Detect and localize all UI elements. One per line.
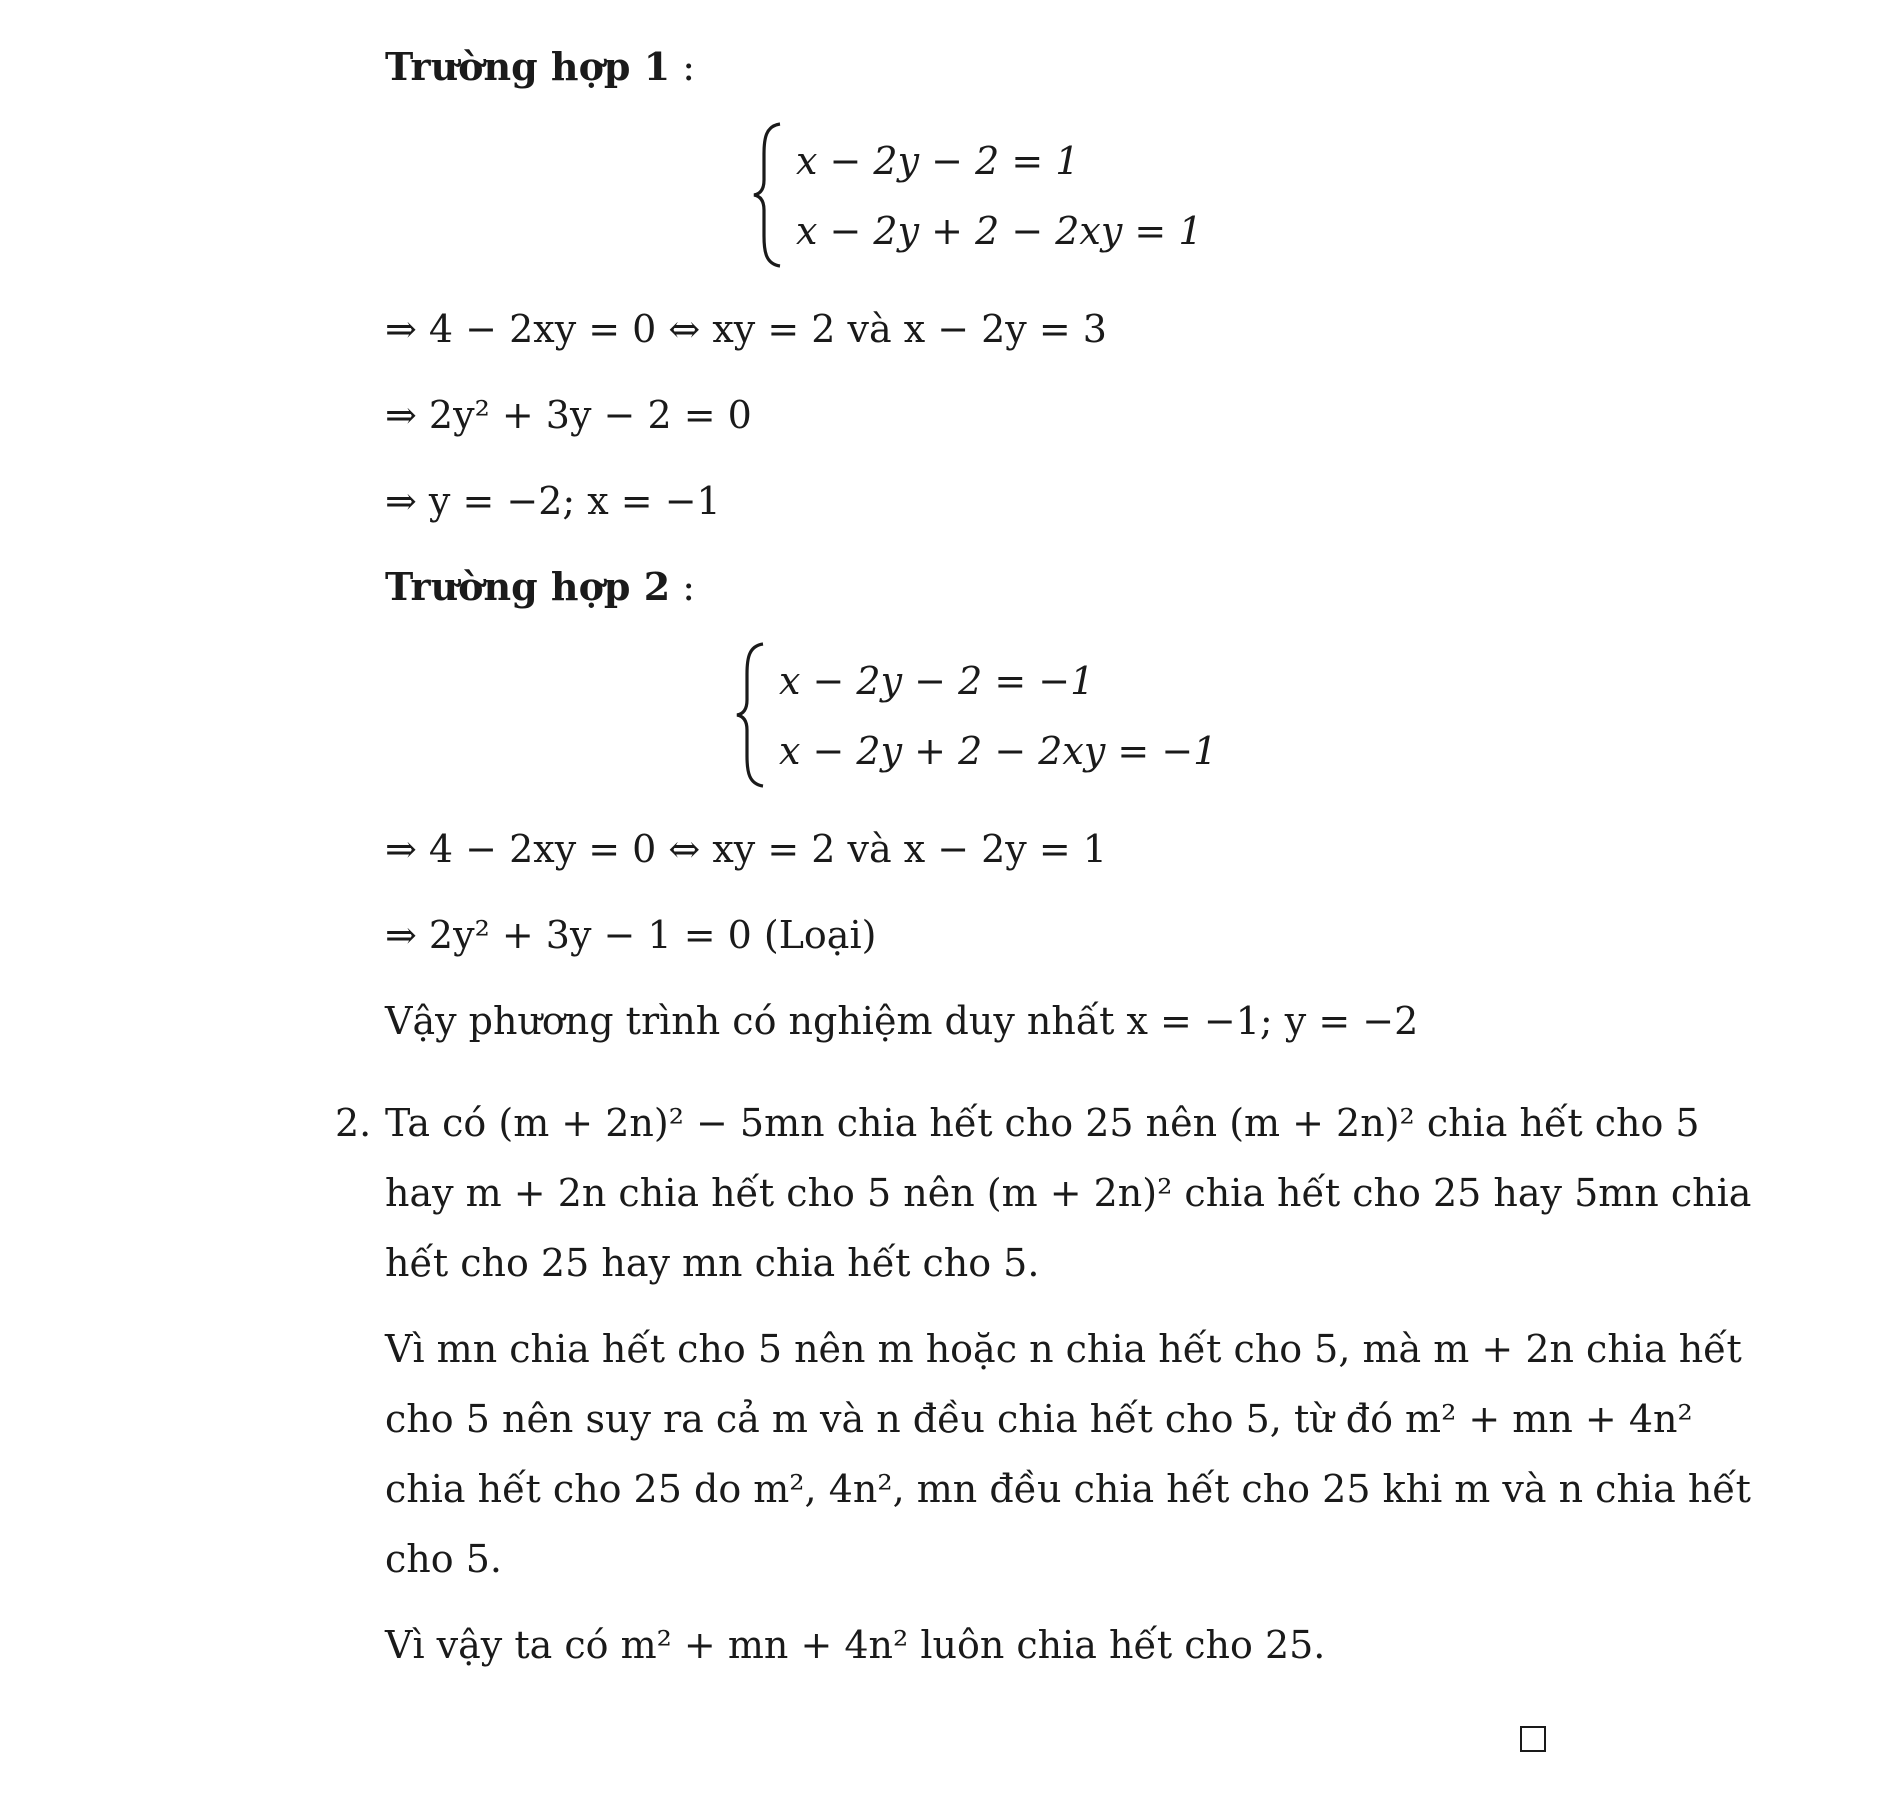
case2-equation-2: x − 2y + 2 − 2xy = −1 [779, 729, 1218, 773]
case2-heading: Trường hợp 2 [385, 564, 671, 609]
case2-heading-suffix: : [670, 565, 696, 609]
part2-para2-line4: cho 5. [385, 1537, 502, 1581]
part2-para1-line1: Ta có (m + 2n)² − 5mn chia hết cho 25 nên (m + 2n)² chia hết cho 5 [385, 1101, 1700, 1145]
case1-step-1: ⇒ 4 − 2xy = 0 ⇔ xy = 2 và x − 2y = 3 [385, 307, 1107, 351]
part2-para1-line2: hay m + 2n chia hết cho 5 nên (m + 2n)² chia hết cho 25 hay 5mn chia [385, 1171, 1752, 1215]
left-brace-icon [733, 640, 771, 790]
qed-square-icon [1520, 1726, 1546, 1752]
case1-system [750, 120, 1203, 270]
case1-step-2: ⇒ 2y² + 3y − 2 = 0 [385, 393, 752, 437]
part2-para2-line1: Vì mn chia hết cho 5 nên m hoặc n chia hết cho 5, mà m + 2n chia hết [385, 1327, 1742, 1371]
part2-para3: Vì vậy ta có m² + mn + 4n² luôn chia hết cho 25. [385, 1623, 1326, 1667]
left-brace-icon [750, 120, 788, 270]
case2-step-1: ⇒ 4 − 2xy = 0 ⇔ xy = 2 và x − 2y = 1 [385, 827, 1107, 871]
case2-step-2: ⇒ 2y² + 3y − 1 = 0 (Loại) [385, 913, 877, 957]
case2-equation-1: x − 2y − 2 = −1 [779, 659, 1095, 703]
case2-heading-line [385, 564, 696, 609]
case2-system [733, 640, 1218, 790]
case1-heading-suffix: : [670, 45, 696, 89]
case1-equation-2: x − 2y + 2 − 2xy = 1 [796, 209, 1203, 253]
case1-heading: Trường hợp 1 [385, 44, 671, 89]
case2-conclusion: Vậy phương trình có nghiệm duy nhất x = −1; y = −2 [385, 999, 1419, 1043]
case1-heading-line [385, 44, 696, 89]
case1-step-3: ⇒ y = −2; x = −1 [385, 479, 721, 523]
part2-para2-line2: cho 5 nên suy ra cả m và n đều chia hết cho 5, từ đó m² + mn + 4n² [385, 1397, 1693, 1441]
part2-para2-line3: chia hết cho 25 do m², 4n², mn đều chia hết cho 25 khi m và n chia hết [385, 1467, 1751, 1511]
part2-para1-line3: hết cho 25 hay mn chia hết cho 5. [385, 1241, 1040, 1285]
case1-equation-1: x − 2y − 2 = 1 [796, 139, 1080, 183]
part2-number: 2. [335, 1101, 372, 1145]
